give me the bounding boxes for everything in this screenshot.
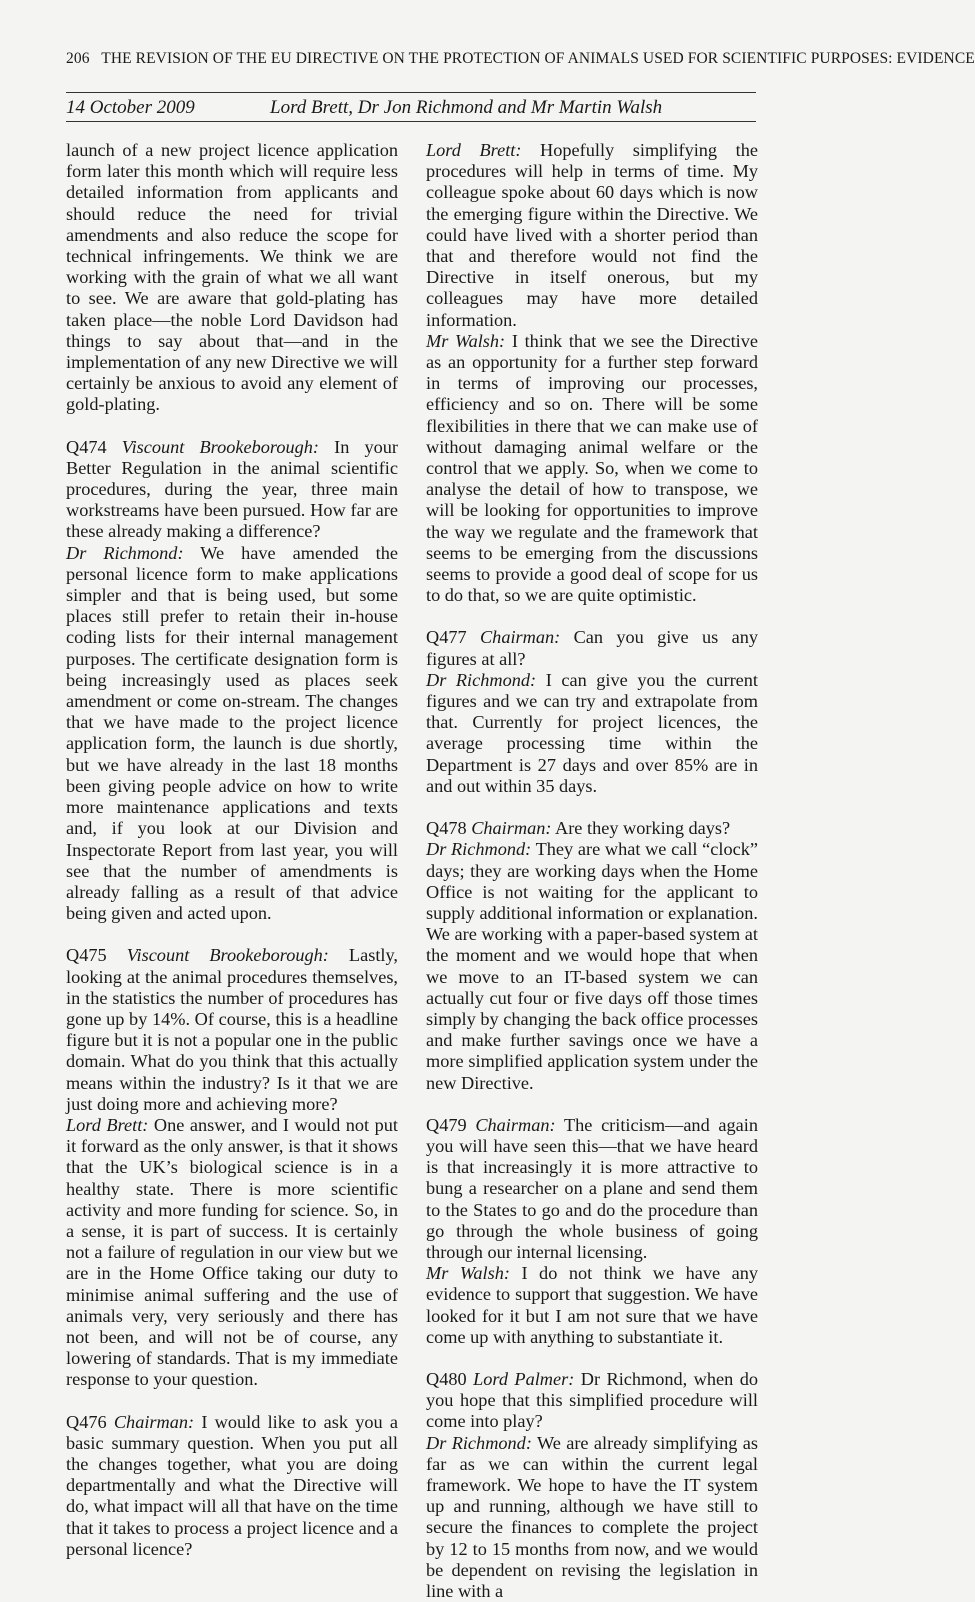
question-number: Q476 (66, 1411, 107, 1432)
testimony-paragraph (426, 140, 758, 331)
speaker-name: Viscount Brookeborough: (126, 945, 329, 966)
speaker-name: Dr Richmond: (426, 1432, 532, 1453)
statement-text: launch of a new project licence application form later this month which will require less detailed information from applicants and should reduce the need for trivial amendments and also reduce the scope for technical infringements. We think we are working with the grain of what we all want to see. We are aware that gold-plating has taken place—the noble Lord Davidson had things to say about that—and in the implementation of any new Directive we will certainly be anxious to avoid any element of gold-plating. (66, 140, 399, 415)
speaker-name: Lord Brett: (426, 140, 522, 160)
statement-text: Dr Richmond, when do you hope that this simplified procedure will come into play? (426, 1368, 759, 1432)
speaker-name: Mr Walsh: (426, 1263, 510, 1284)
statement-text: I do not think we have any evidence to support that suggestion. We have looked for it but I am not sure that we have come up with anything to substantiate it. (426, 1263, 758, 1347)
statement-text: One answer, and I would not put it forward as the only answer, is that it shows that the UK’s biological science is in a healthy state. There is more scientific activity and more funding for science. So, in a sense, it is part of success. It is certainly not a failure of regulation in our view but we are in the Home Office taking our duty to minimise animal suffering and the use of animals very, very seriously and there has not been, and will not be of course, any lowering of standards. That is my immediate response to your question. (66, 1114, 398, 1390)
statement-text: The criticism—and again you will have seen this—that we have heard is that increasingly it is more attractive to bung a researcher on a plane and send them to the States to go and do the procedure than go through the whole business of going through our internal licensing. (426, 1114, 758, 1262)
speaker-name: Dr Richmond: (426, 669, 537, 690)
speaker-name: Viscount Brookeborough: (121, 436, 319, 457)
testimony-paragraph (66, 437, 398, 543)
speaker-name: Mr Walsh: (426, 330, 506, 351)
speaker-name: Lord Brett: (66, 1114, 149, 1135)
statement-text: We are already simplifying as far as we can within the current legal framework. We hope to have the IT system up and running, although we have still to secure the finances to complete the project by 12 to 15 months from now, and we would be dependent on revising the legislation in line with a (426, 1432, 758, 1601)
testimony-paragraph (66, 945, 398, 1115)
question-number: Q478 (426, 818, 467, 839)
header-rule-top (66, 92, 756, 93)
publication-title: THE REVISION OF THE EU DIRECTIVE ON THE PROTECTION OF ANIMALS USED FOR SCIENTIFIC PURPOSES: EVIDENCE (101, 50, 975, 67)
testimony-paragraph (426, 1433, 758, 1602)
testimony-paragraph (66, 1412, 398, 1560)
testimony-paragraph (66, 543, 398, 925)
speaker-name: Chairman: (475, 1114, 556, 1135)
testimony-paragraph (426, 1369, 758, 1433)
session-date: 14 October 2009 (66, 97, 195, 118)
speaker-name: Lord Palmer: (473, 1368, 575, 1389)
question-number: Q477 (426, 627, 467, 648)
statement-text: I can give you the current figures and we can try and extrapolate from that. Currently for project licences, the average processing time within the Department is 27 days and over 85% are in and out within 35 days. (426, 669, 758, 796)
statement-text: Are they working days? (555, 818, 731, 839)
testimony-paragraph (426, 1115, 758, 1263)
testimony-paragraph (426, 1263, 758, 1348)
speaker-name: Dr Richmond: (426, 839, 532, 860)
left-column (66, 140, 398, 1560)
speaker-name: Chairman: (471, 818, 552, 839)
running-head (66, 50, 975, 68)
testimony-paragraph (66, 1115, 398, 1391)
statement-text: They are what we call “clock” days; they are working days when the Home Office is not waiting for the applicant to supply additional information or explanation. We are working with a paper-based system at the moment and we would hope that when we move to an IT-based system we can actually cut four or five days off those times simply by changing the back office processes and make further savings once we have a more simplified application system under the new Directive. (426, 839, 758, 1093)
question-number: Q474 (66, 436, 107, 457)
testimony-paragraph (426, 670, 758, 797)
witness-names: Lord Brett, Dr Jon Richmond and Mr Martin Walsh (270, 97, 663, 118)
question-number: Q479 (426, 1114, 467, 1135)
question-number: Q475 (66, 945, 107, 966)
testimony-paragraph (426, 818, 758, 839)
statement-text: In your Better Regulation in the animal scientific procedures, during the year, three main workstreams have been pursued. How far are these already making a difference? (66, 436, 399, 542)
testimony-paragraph (426, 627, 758, 669)
statement-text: I would like to ask you a basic summary question. When you put all the changes together, what you are doing departmentally and what the Directive will do, what impact will all that have on the time that it takes to process a project licence and a personal licence? (66, 1411, 398, 1559)
page-number: 206 (66, 50, 90, 67)
statement-text: Hopefully simplifying the procedures will help in terms of time. My colleague spoke about 60 days which is now the emerging figure within the Directive. We could have lived with a shorter period than that and therefore would not find the Directive in itself onerous, but my colleagues may have more detailed information. (426, 140, 758, 330)
right-column (426, 140, 758, 1602)
testimony-paragraph (426, 839, 758, 1093)
testimony-paragraph (66, 140, 398, 416)
speaker-name: Chairman: (479, 627, 561, 648)
statement-text: I think that we see the Directive as an opportunity for a further step forward in terms of improving our processes, efficiency and so on. There will be some flexibilities in there that we can make use of without damaging animal welfare or the control that we apply. So, when we come to analyse the detail of how to transpose, we will be looking for opportunities to improve the way we regulate and the framework that seems to be emerging from the discussions seems to provide a good deal of scope for us to do that, so we are quite optimistic. (426, 330, 758, 606)
statement-text: Can you give us any figures at all? (426, 627, 758, 669)
speaker-name: Dr Richmond: (66, 542, 184, 563)
statement-text: Lastly, looking at the animal procedures themselves, in the statistics the number of procedures has gone up by 14%. Of course, this is a headline figure but it is not a popular one in the public domain. What do you think that this actually means within the industry? Is it that we are just doing more and achieving more? (66, 945, 398, 1114)
header-rule-bottom (66, 121, 756, 122)
question-number: Q480 (426, 1368, 467, 1389)
statement-text: We have amended the personal licence form to make applications simpler and that is being used, but some places still prefer to retain their in-house coding lists for their internal management purposes. The certificate designation form is being increasingly used as places seek amendment or come on-stream. The changes that we have made to the project licence application form, the launch is due shortly, but we have already in the last 18 months been giving people advice on how to write more maintenance applications and texts and, if you look at our Division and Inspectorate Report from last year, you will see that the number of amendments is already falling as a result of that advice being given and acted upon. (66, 542, 398, 924)
speaker-name: Chairman: (113, 1411, 195, 1432)
testimony-paragraph (426, 331, 758, 607)
